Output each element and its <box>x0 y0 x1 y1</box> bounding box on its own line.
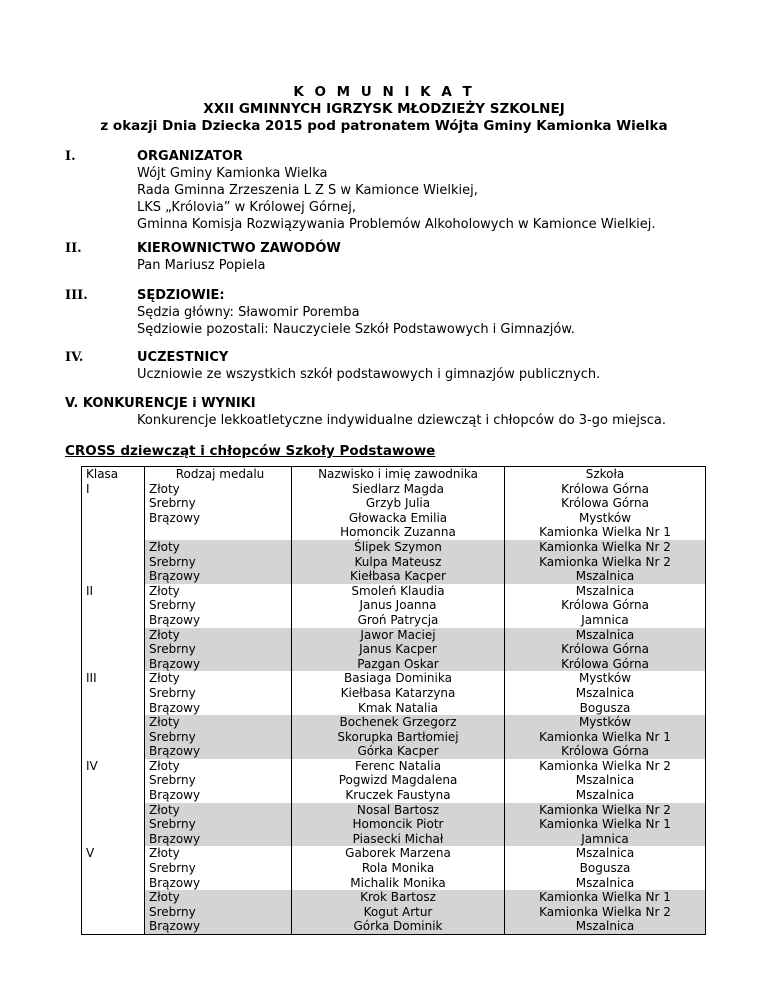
medal-cell: Srebrny <box>145 730 292 745</box>
table-row <box>82 555 706 570</box>
medal-cell: Srebrny <box>145 496 292 511</box>
school-cell: Mszalnica <box>505 584 706 599</box>
section-line: Wójt Gminy Kamionka Wielka <box>137 166 328 181</box>
class-cell <box>82 540 145 555</box>
table-row <box>82 905 706 920</box>
class-cell <box>82 832 145 847</box>
medal-cell: Srebrny <box>145 686 292 701</box>
school-cell: Jamnica <box>505 613 706 628</box>
medal-cell: Srebrny <box>145 905 292 920</box>
school-cell: Mszalnica <box>505 569 706 584</box>
class-cell <box>82 613 145 628</box>
class-cell <box>82 744 145 759</box>
name-cell: Górka Kacper <box>292 744 505 759</box>
medal-cell: Brązowy <box>145 788 292 803</box>
class-cell: IV <box>82 759 145 774</box>
name-cell: Rola Monika <box>292 861 505 876</box>
class-cell: III <box>82 671 145 686</box>
class-cell <box>82 555 145 570</box>
medal-cell: Srebrny <box>145 817 292 832</box>
name-cell: Janus Joanna <box>292 598 505 613</box>
table-row <box>82 773 706 788</box>
medal-cell: Brązowy <box>145 569 292 584</box>
school-cell: Mystków <box>505 671 706 686</box>
medal-cell: Brązowy <box>145 511 292 526</box>
class-cell <box>82 525 145 540</box>
table-row <box>82 628 706 643</box>
section-title: UCZESTNICY <box>137 350 229 365</box>
class-cell <box>82 598 145 613</box>
school-cell: Kamionka Wielka Nr 2 <box>505 540 706 555</box>
school-cell: Królowa Górna <box>505 642 706 657</box>
class-cell <box>82 511 145 526</box>
name-cell: Jawor Maciej <box>292 628 505 643</box>
table-row <box>82 657 706 672</box>
name-cell: Kiełbasa Kacper <box>292 569 505 584</box>
section-line: Pan Mariusz Popiela <box>137 258 266 273</box>
table-row <box>82 846 706 861</box>
table-row <box>82 788 706 803</box>
table-row <box>82 671 706 686</box>
school-cell: Mszalnica <box>505 773 706 788</box>
class-cell <box>82 701 145 716</box>
name-cell: Ślipek Szymon <box>292 540 505 555</box>
name-cell: Gaborek Marzena <box>292 846 505 861</box>
table-row <box>82 584 706 599</box>
table-row <box>82 715 706 730</box>
school-cell: Królowa Górna <box>505 482 706 497</box>
name-cell: Górka Dominik <box>292 919 505 934</box>
table-row <box>82 496 706 511</box>
medal-cell: Złoty <box>145 628 292 643</box>
school-cell: Królowa Górna <box>505 657 706 672</box>
name-cell: Siedlarz Magda <box>292 482 505 497</box>
medal-cell: Srebrny <box>145 861 292 876</box>
school-cell: Mszalnica <box>505 919 706 934</box>
name-cell: Kiełbasa Katarzyna <box>292 686 505 701</box>
class-cell: V <box>82 846 145 861</box>
name-cell: Ferenc Natalia <box>292 759 505 774</box>
section-number: II. <box>65 241 82 256</box>
school-cell: Mystków <box>505 715 706 730</box>
section-number: IV. <box>65 350 84 365</box>
name-cell: Krok Bartosz <box>292 890 505 905</box>
class-cell <box>82 569 145 584</box>
name-cell: Nosal Bartosz <box>292 803 505 818</box>
table-row <box>82 569 706 584</box>
table-row <box>82 890 706 905</box>
class-cell: I <box>82 482 145 497</box>
table-row <box>82 598 706 613</box>
section-title: KIEROWNICTWO ZAWODÓW <box>137 241 341 256</box>
medal-cell: Złoty <box>145 890 292 905</box>
medal-cell: Brązowy <box>145 832 292 847</box>
cross-title: CROSS dziewcząt i chłopców Szkoły Podstawowe <box>65 443 436 459</box>
class-cell <box>82 628 145 643</box>
section-number: III. <box>65 288 88 303</box>
table-row <box>82 525 706 540</box>
medal-cell: Złoty <box>145 482 292 497</box>
table-row <box>82 540 706 555</box>
medal-cell: Złoty <box>145 671 292 686</box>
class-cell <box>82 496 145 511</box>
school-cell: Kamionka Wielka Nr 1 <box>505 730 706 745</box>
class-cell <box>82 730 145 745</box>
school-cell: Królowa Górna <box>505 744 706 759</box>
table-row <box>82 861 706 876</box>
name-cell: Basiaga Dominika <box>292 671 505 686</box>
school-cell: Kamionka Wielka Nr 2 <box>505 759 706 774</box>
class-cell <box>82 657 145 672</box>
medal-cell: Brązowy <box>145 613 292 628</box>
table-header-cell: Klasa <box>82 467 145 482</box>
table-header-cell: Szkoła <box>505 467 706 482</box>
class-cell <box>82 773 145 788</box>
school-cell: Kamionka Wielka Nr 1 <box>505 890 706 905</box>
class-cell <box>82 642 145 657</box>
header-occasion: z okazji Dnia Dziecka 2015 pod patronatem Wójta Gminy Kamionka Wielka <box>100 118 668 134</box>
section-line: Gminna Komisja Rozwiązywania Problemów Alkoholowych w Kamionce Wielkiej. <box>137 217 656 232</box>
table-header-cell: Rodzaj medalu <box>145 467 292 482</box>
name-cell: Grzyb Julia <box>292 496 505 511</box>
medal-cell: Złoty <box>145 759 292 774</box>
medal-cell: Srebrny <box>145 598 292 613</box>
class-cell <box>82 686 145 701</box>
school-cell: Mystków <box>505 511 706 526</box>
medal-cell: Srebrny <box>145 555 292 570</box>
table-row <box>82 832 706 847</box>
name-cell: Homoncik Piotr <box>292 817 505 832</box>
class-cell <box>82 861 145 876</box>
header-title: K O M U N I K A T <box>293 84 475 100</box>
medal-cell: Brązowy <box>145 919 292 934</box>
class-cell: II <box>82 584 145 599</box>
class-cell <box>82 803 145 818</box>
class-cell <box>82 905 145 920</box>
table-row <box>82 482 706 497</box>
section-competitions-text: Konkurencje lekkoatletyczne indywidualne dziewcząt i chłopców do 3-go miejsca. <box>137 413 666 428</box>
school-cell: Królowa Górna <box>505 496 706 511</box>
class-cell <box>82 919 145 934</box>
section-line: Uczniowie ze wszystkich szkół podstawowych i gimnazjów publicznych. <box>137 367 601 382</box>
school-cell: Mszalnica <box>505 686 706 701</box>
table-row <box>82 613 706 628</box>
section-number: I. <box>65 149 76 164</box>
name-cell: Piasecki Michał <box>292 832 505 847</box>
school-cell: Kamionka Wielka Nr 2 <box>505 555 706 570</box>
medal-cell: Brązowy <box>145 657 292 672</box>
name-cell: Kogut Artur <box>292 905 505 920</box>
medal-cell: Złoty <box>145 540 292 555</box>
class-cell <box>82 890 145 905</box>
school-cell: Kamionka Wielka Nr 1 <box>505 817 706 832</box>
medal-cell: Złoty <box>145 584 292 599</box>
class-cell <box>82 817 145 832</box>
school-cell: Kamionka Wielka Nr 2 <box>505 803 706 818</box>
section-competitions-title: V. KONKURENCJE i WYNIKI <box>65 396 256 411</box>
medal-cell: Złoty <box>145 803 292 818</box>
name-cell: Kruczek Faustyna <box>292 788 505 803</box>
school-cell: Bogusza <box>505 861 706 876</box>
school-cell: Mszalnica <box>505 876 706 891</box>
table-header-cell: Nazwisko i imię zawodnika <box>292 467 505 482</box>
name-cell: Janus Kacper <box>292 642 505 657</box>
school-cell: Kamionka Wielka Nr 2 <box>505 905 706 920</box>
name-cell: Bochenek Grzegorz <box>292 715 505 730</box>
name-cell: Kmak Natalia <box>292 701 505 716</box>
school-cell: Mszalnica <box>505 628 706 643</box>
table-row <box>82 686 706 701</box>
medal-cell: Brązowy <box>145 876 292 891</box>
section-title: ORGANIZATOR <box>137 149 243 164</box>
table-row <box>82 919 706 934</box>
name-cell: Homoncik Zuzanna <box>292 525 505 540</box>
name-cell: Skorupka Bartłomiej <box>292 730 505 745</box>
school-cell: Królowa Górna <box>505 598 706 613</box>
name-cell: Pogwizd Magdalena <box>292 773 505 788</box>
table-row <box>82 759 706 774</box>
medal-cell: Złoty <box>145 715 292 730</box>
school-cell: Mszalnica <box>505 788 706 803</box>
table-row <box>82 701 706 716</box>
medal-cell: Brązowy <box>145 701 292 716</box>
school-cell: Bogusza <box>505 701 706 716</box>
name-cell: Głowacka Emilia <box>292 511 505 526</box>
name-cell: Groń Patrycja <box>292 613 505 628</box>
medal-cell: Srebrny <box>145 773 292 788</box>
name-cell: Pazgan Oskar <box>292 657 505 672</box>
table-row <box>82 642 706 657</box>
results-table <box>81 466 706 935</box>
table-row <box>82 803 706 818</box>
class-cell <box>82 876 145 891</box>
table-row <box>82 817 706 832</box>
medal-cell: Srebrny <box>145 642 292 657</box>
medal-cell <box>145 525 292 540</box>
class-cell <box>82 715 145 730</box>
section-title: SĘDZIOWIE: <box>137 288 225 303</box>
name-cell: Kulpa Mateusz <box>292 555 505 570</box>
medal-cell: Złoty <box>145 846 292 861</box>
section-line: Sędziowie pozostali: Nauczyciele Szkół Podstawowych i Gimnazjów. <box>137 322 575 337</box>
table-header-row <box>82 467 706 482</box>
school-cell: Jamnica <box>505 832 706 847</box>
document-header <box>0 84 768 135</box>
school-cell: Kamionka Wielka Nr 1 <box>505 525 706 540</box>
class-cell <box>82 788 145 803</box>
section-line: LKS „Królovia” w Królowej Górnej, <box>137 200 357 215</box>
section-line: Sędzia główny: Sławomir Poremba <box>137 305 360 320</box>
medal-cell: Brązowy <box>145 744 292 759</box>
name-cell: Smoleń Klaudia <box>292 584 505 599</box>
section-line: Rada Gminna Zrzeszenia L Z S w Kamionce Wielkiej, <box>137 183 478 198</box>
table-row <box>82 730 706 745</box>
table-row <box>82 876 706 891</box>
table-row <box>82 744 706 759</box>
school-cell: Mszalnica <box>505 846 706 861</box>
name-cell: Michalik Monika <box>292 876 505 891</box>
table-row <box>82 511 706 526</box>
header-subtitle: XXII GMINNYCH IGRZYSK MŁODZIEŻY SZKOLNEJ <box>203 101 565 117</box>
